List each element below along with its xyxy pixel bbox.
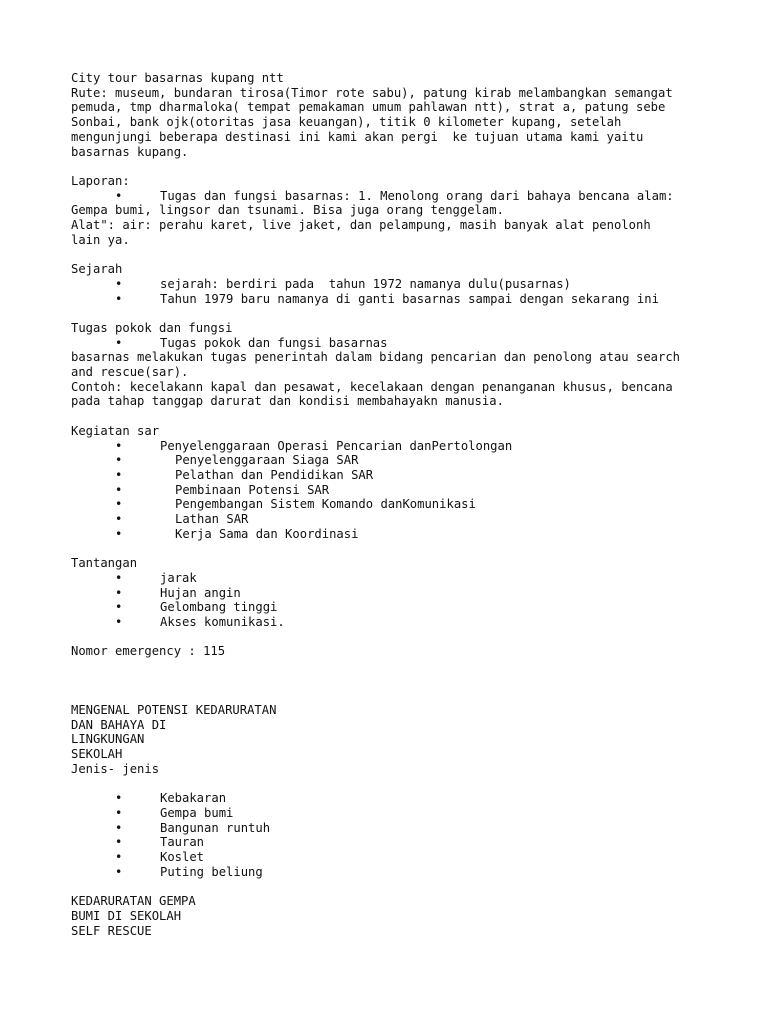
list-item	[71, 850, 711, 865]
bullet-icon: •	[115, 291, 123, 306]
list-item	[71, 615, 711, 630]
bullet-icon: •	[115, 864, 123, 879]
list-item-text: Koslet	[160, 850, 205, 865]
sejarah-heading: Sejarah	[71, 262, 123, 277]
bullet-icon: •	[115, 805, 123, 820]
list-item	[71, 292, 711, 307]
tugas-pokok-line: pada tahap tanggap darurat dan kondisi membahayakn manusia.	[71, 394, 504, 409]
bullet-icon: •	[115, 526, 123, 541]
list-item	[71, 821, 711, 836]
route-line: Sonbai, bank ojk(otoritas jasa keuangan), titik 0 kilometer kupang, setelah	[71, 115, 622, 130]
list-item	[71, 453, 711, 468]
gempa-title: BUMI DI SEKOLAH	[71, 908, 182, 923]
list-item-text: Kerja Sama dan Koordinasi	[175, 526, 359, 541]
potensi-title: SEKOLAH	[71, 747, 123, 762]
tantangan-heading: Tantangan	[71, 556, 138, 571]
list-item	[71, 571, 711, 586]
list-item-text: Tugas pokok dan fungsi basarnas	[160, 335, 388, 350]
list-item-text: Penyelenggaraan Siaga SAR	[175, 453, 359, 468]
list-item	[71, 600, 711, 615]
route-line: Rute: museum, bundaran tirosa(Timor rote sabu), patung kirab melambangkan semangat	[71, 85, 673, 100]
list-item-text: Penyelenggaraan Operasi Pencarian danPertolongan	[160, 438, 513, 453]
route-line: mengunjungi beberapa destinasi ini kami akan pergi ke tujuan utama kami yaitu	[71, 129, 644, 144]
laporan-line: lain ya.	[71, 232, 130, 247]
bullet-icon: •	[115, 512, 123, 527]
list-item-text: Kebakaran	[160, 791, 227, 806]
bullet-icon: •	[115, 585, 123, 600]
doc-title: City tour basarnas kupang ntt	[71, 71, 284, 85]
laporan-heading: Laporan:	[71, 173, 130, 188]
tugas-pokok-line: and rescue(sar).	[71, 365, 189, 380]
list-item	[71, 277, 711, 292]
list-item	[71, 806, 711, 821]
route-line: basarnas kupang.	[71, 144, 189, 159]
list-item	[71, 865, 711, 880]
bullet-icon: •	[115, 467, 123, 482]
list-item	[71, 586, 711, 601]
bullet-icon: •	[115, 276, 123, 291]
bullet-icon: •	[115, 820, 123, 835]
bullet-icon: •	[115, 835, 123, 850]
tugas-pokok-line: basarnas melakukan tugas penerintah dalam bidang pencarian dan penolong atau search	[71, 350, 681, 365]
list-item-text: sejarah: berdiri pada tahun 1972 namanya dulu(pusarnas)	[160, 276, 571, 291]
bullet-icon: •	[115, 497, 123, 512]
bullet-icon: •	[115, 188, 123, 203]
bullet-icon: •	[115, 335, 123, 350]
laporan-line: Gempa bumi, lingsor dan tsunami. Bisa juga orang tenggelam.	[71, 203, 504, 218]
list-item	[71, 483, 711, 498]
list-item-text: Hujan angin	[160, 585, 241, 600]
list-item	[71, 791, 711, 806]
bullet-icon: •	[115, 600, 123, 615]
list-item	[71, 497, 711, 512]
list-item-text: Pengembangan Sistem Komando danKomunikasi	[175, 497, 476, 512]
emergency-number: Nomor emergency : 115	[71, 644, 226, 659]
potensi-title: DAN BAHAYA DI	[71, 717, 167, 732]
list-item-text: Akses komunikasi.	[160, 614, 285, 629]
bullet-icon: •	[115, 453, 123, 468]
list-item	[71, 468, 711, 483]
list-item-text: Pembinaan Potensi SAR	[175, 482, 330, 497]
list-item-text: Tugas dan fungsi basarnas: 1. Menolong orang dari bahaya bencana alam:	[160, 188, 674, 203]
list-item-text: Gempa bumi	[160, 805, 234, 820]
route-line: pemuda, tmp dharmaloka( tempat pemakaman umum pahlawan ntt), strat a, patung sebe	[71, 100, 666, 115]
list-item	[71, 512, 711, 527]
list-item	[71, 189, 711, 204]
list-item-text: Gelombang tinggi	[160, 600, 278, 615]
bullet-icon: •	[115, 438, 123, 453]
tugas-pokok-line: Contoh: kecelakann kapal dan pesawat, kecelakaan dengan penanganan khusus, bencana	[71, 379, 673, 394]
tugas-pokok-heading: Tugas pokok dan fungsi	[71, 320, 233, 335]
kegiatan-heading: Kegiatan sar	[71, 423, 160, 438]
list-item	[71, 336, 711, 351]
list-item	[71, 835, 711, 850]
list-item-text: Lathan SAR	[175, 512, 249, 527]
potensi-subheading: Jenis- jenis	[71, 761, 160, 776]
laporan-line: Alat": air: perahu karet, live jaket, dan pelampung, masih banyak alat penolonh	[71, 218, 651, 233]
gempa-title: KEDARURATAN GEMPA	[71, 894, 196, 909]
list-item-text: Pelathan dan Pendidikan SAR	[175, 467, 374, 482]
potensi-title: MENGENAL POTENSI KEDARURATAN	[71, 703, 277, 718]
bullet-icon: •	[115, 791, 123, 806]
list-item	[71, 527, 711, 542]
list-item-text: Tauran	[160, 835, 205, 850]
list-item-text: jarak	[160, 570, 197, 585]
bullet-icon: •	[115, 482, 123, 497]
list-item-text: Tahun 1979 baru namanya di ganti basarnas sampai dengan sekarang ini	[160, 291, 659, 306]
bullet-icon: •	[115, 570, 123, 585]
potensi-title: LINGKUNGAN	[71, 732, 145, 747]
list-item-text: Bangunan runtuh	[160, 820, 271, 835]
bullet-icon: •	[115, 614, 123, 629]
list-item	[71, 439, 711, 454]
bullet-icon: •	[115, 850, 123, 865]
list-item-text: Puting beliung	[160, 864, 263, 879]
document-page	[71, 71, 711, 938]
gempa-title: SELF RESCUE	[71, 923, 152, 938]
